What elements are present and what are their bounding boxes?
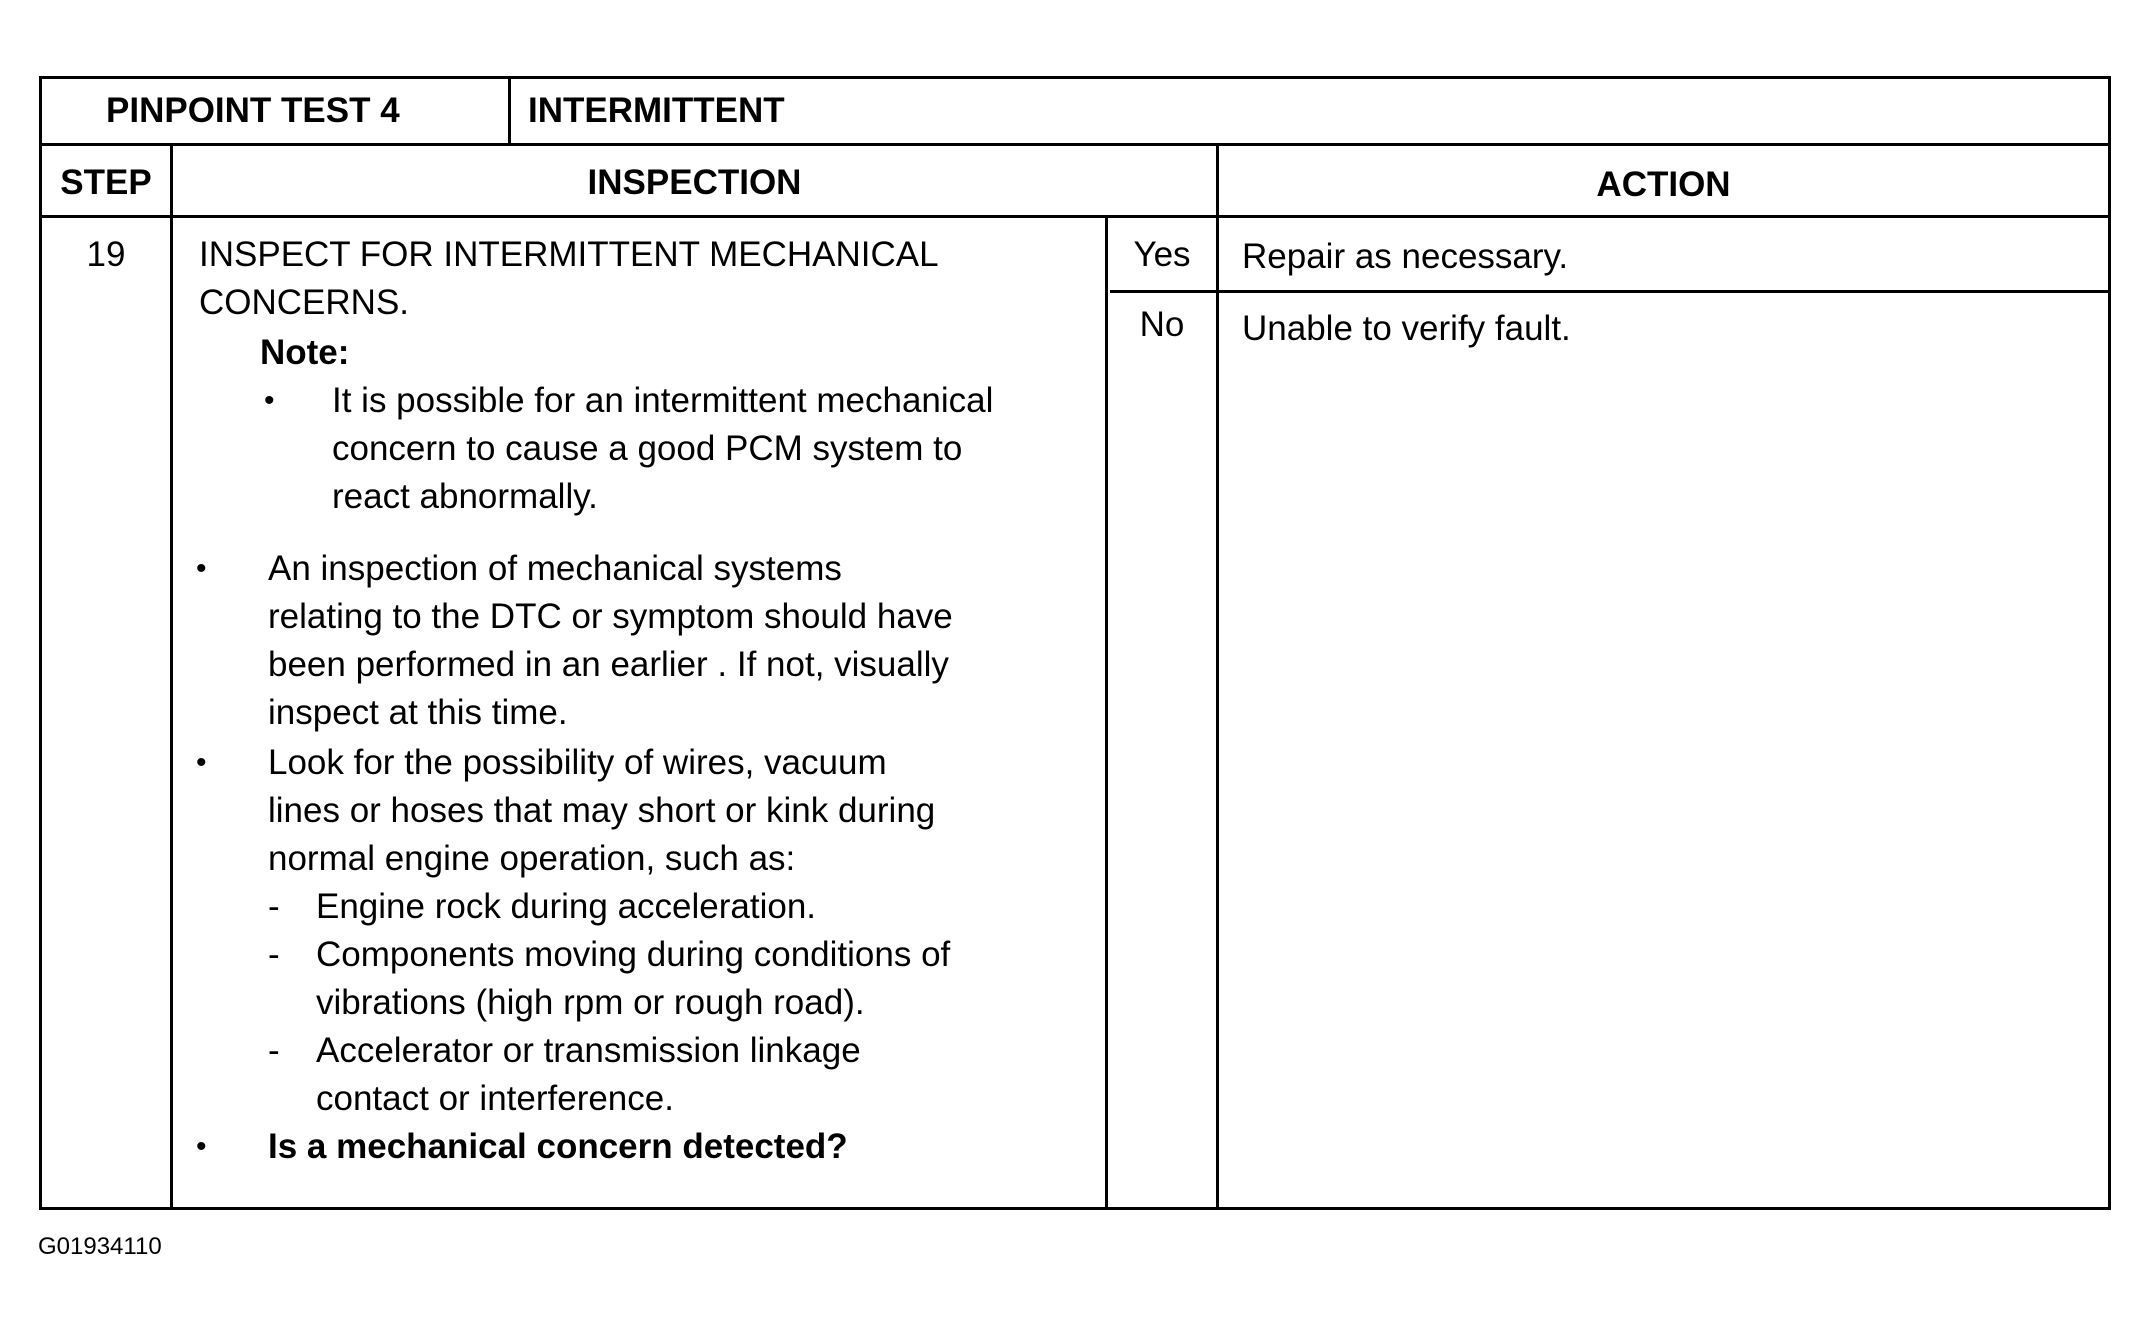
bullet-1-line-1: An inspection of mechanical systems [268, 549, 842, 588]
question-bullet: • [196, 1130, 207, 1163]
bullet-2-line-2: lines or hoses that may short or kink during [268, 791, 936, 830]
step-number: 19 [86, 235, 126, 274]
no-action: Unable to verify fault. [1242, 309, 1571, 348]
bullet-2: • [196, 746, 207, 779]
step-column-header: STEP [60, 163, 152, 202]
pinpoint-test-table [39, 76, 2111, 1210]
note-line-3: react abnormally. [332, 477, 598, 516]
bullet-1: • [196, 552, 207, 585]
no-label: No [1139, 305, 1185, 344]
yes-action: Repair as necessary. [1242, 237, 1569, 276]
sub-item-3-dash: - [268, 1031, 280, 1070]
inspection-question: Is a mechanical concern detected? [268, 1127, 848, 1166]
yes-label: Yes [1133, 235, 1191, 274]
inspection-title-line-1: INSPECT FOR INTERMITTENT MECHANICAL [199, 235, 939, 274]
note-line-1: It is possible for an intermittent mechanical [332, 381, 994, 420]
sub-item-3-line-2: contact or interference. [316, 1079, 674, 1118]
sub-item-1: Engine rock during acceleration. [316, 887, 817, 926]
figure-id: G01934110 [38, 1233, 162, 1260]
yes-no-divider [1110, 290, 2108, 293]
bullet-1-line-4: inspect at this time. [268, 693, 568, 732]
inspection-column-header: INSPECTION [587, 163, 802, 202]
bullet-1-line-3: been performed in an earlier . If not, visually [268, 645, 949, 684]
sub-item-2-line-2: vibrations (high rpm or rough road). [316, 983, 865, 1022]
action-column-header: ACTION [1596, 165, 1731, 204]
sub-item-3-line-1: Accelerator or transmission linkage [316, 1031, 861, 1070]
header-divider [42, 143, 2108, 146]
step-column-divider [170, 143, 173, 1207]
test-name: INTERMITTENT [528, 91, 785, 130]
note-label: Note: [260, 333, 350, 372]
note-line-2: concern to cause a good PCM system to [332, 429, 963, 468]
header-test-divider [508, 79, 511, 143]
sub-item-2-line-1: Components moving during conditions of [316, 935, 951, 974]
note-bullet: • [264, 384, 275, 417]
test-label: PINPOINT TEST 4 [106, 91, 400, 130]
bullet-2-line-3: normal engine operation, such as: [268, 839, 796, 878]
inspection-title-line-2: CONCERNS. [199, 283, 410, 322]
sub-item-2-dash: - [268, 935, 280, 974]
sub-item-1-dash: - [268, 887, 280, 926]
bullet-2-line-1: Look for the possibility of wires, vacuum [268, 743, 887, 782]
column-header-divider [42, 215, 2108, 218]
bullet-1-line-2: relating to the DTC or symptom should have [268, 597, 953, 636]
action-column-divider [1216, 143, 1219, 1207]
yes-no-column-divider [1105, 215, 1108, 1207]
